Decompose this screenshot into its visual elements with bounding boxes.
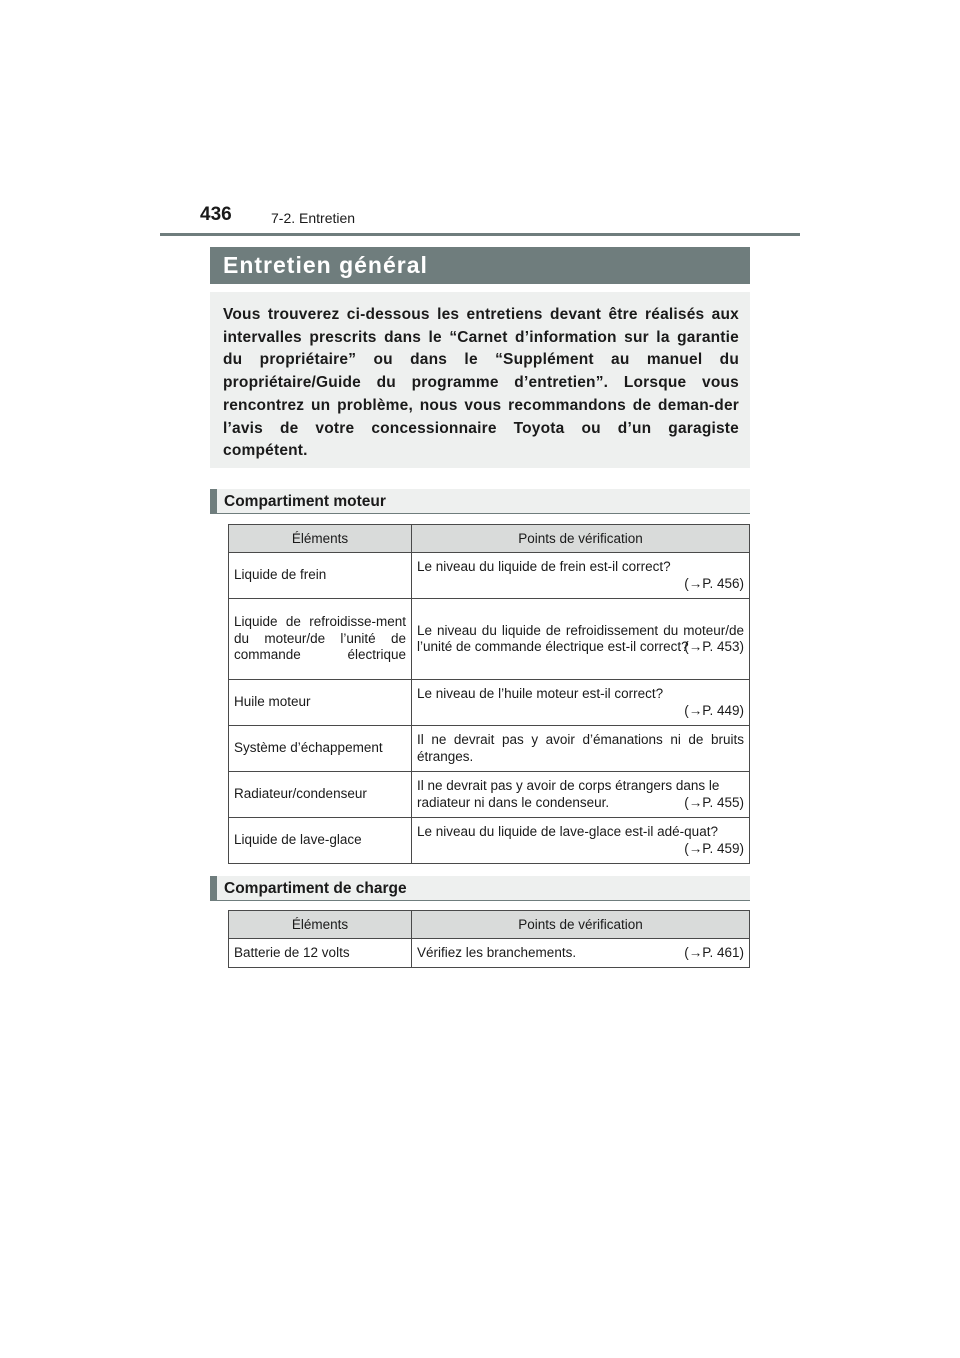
engine-section-heading: Compartiment moteur	[210, 489, 750, 514]
section-label: 7-2. Entretien	[271, 210, 356, 226]
page-reference: (→P. 459)	[684, 840, 744, 856]
table-header-row	[229, 911, 750, 939]
item-cell: Huile moteur	[229, 680, 412, 726]
engine-checklist-table	[228, 524, 750, 864]
page-reference: (→P. 453)	[684, 639, 744, 654]
item-cell: Système d’échappement	[229, 726, 412, 772]
check-text: Le niveau du liquide de frein est-il correct?	[417, 559, 671, 574]
column-header-checkpoints: Points de vérification	[412, 911, 750, 939]
table-row	[229, 680, 750, 726]
charge-section-heading: Compartiment de charge	[210, 876, 750, 901]
page-reference: (→P. 456)	[684, 575, 744, 591]
check-cell: Il ne devrait pas y avoir d’émanations ni de bruits étranges.	[412, 726, 750, 772]
check-text: Le niveau de l’huile moteur est-il correct?	[417, 686, 664, 701]
table-row	[229, 939, 750, 968]
page-number: 436	[200, 204, 232, 225]
check-cell	[412, 818, 750, 864]
table-row	[229, 772, 750, 818]
column-header-checkpoints: Points de vérification	[412, 525, 750, 553]
page-reference: (→P. 461)	[684, 944, 744, 960]
check-cell	[412, 553, 750, 599]
table-row	[229, 726, 750, 772]
check-cell	[412, 599, 750, 680]
table-row	[229, 818, 750, 864]
column-header-items: Éléments	[229, 911, 412, 939]
item-cell: Radiateur/condenseur	[229, 772, 412, 818]
header-rule	[160, 233, 800, 236]
check-text: Le niveau du liquide de lave-glace est-il adé-quat?	[417, 824, 718, 839]
page-reference: (→P. 449)	[684, 702, 744, 718]
item-cell: Batterie de 12 volts	[229, 939, 412, 968]
item-cell: Liquide de frein	[229, 553, 412, 599]
column-header-items: Éléments	[229, 525, 412, 553]
check-cell	[412, 772, 750, 818]
page-reference: (→P. 455)	[684, 794, 744, 810]
page-title: Entretien général	[210, 247, 750, 284]
check-text: Le niveau du liquide de refroidissement du moteur/de l’unité de commande électrique est-il correct?	[417, 622, 744, 654]
check-cell	[412, 939, 750, 968]
item-cell: Liquide de refroidisse-ment du moteur/de l’unité de commande électrique	[229, 599, 412, 680]
check-cell	[412, 680, 750, 726]
table-header-row	[229, 525, 750, 553]
intro-paragraph: Vous trouverez ci-dessous les entretiens devant être réalisés aux intervalles prescrits dans le “Carnet d’information sur la garantie du propriétaire” ou dans le “Supplément au manuel du propriétaire/Guide du programme d’entretien”. Lorsque vous rencontrez un problème, nous vous recommandons de deman-der l’avis de votre concessionnaire Toyota ou d’un garagiste compétent.	[210, 292, 750, 468]
check-text: Il ne devrait pas y avoir de corps étrangers dans le radiateur ni dans le condenseur.	[417, 778, 720, 810]
charge-checklist-table	[228, 910, 750, 968]
table-row	[229, 599, 750, 680]
table-row	[229, 553, 750, 599]
check-text: Vérifiez les branchements.	[417, 944, 577, 960]
item-cell: Liquide de lave-glace	[229, 818, 412, 864]
